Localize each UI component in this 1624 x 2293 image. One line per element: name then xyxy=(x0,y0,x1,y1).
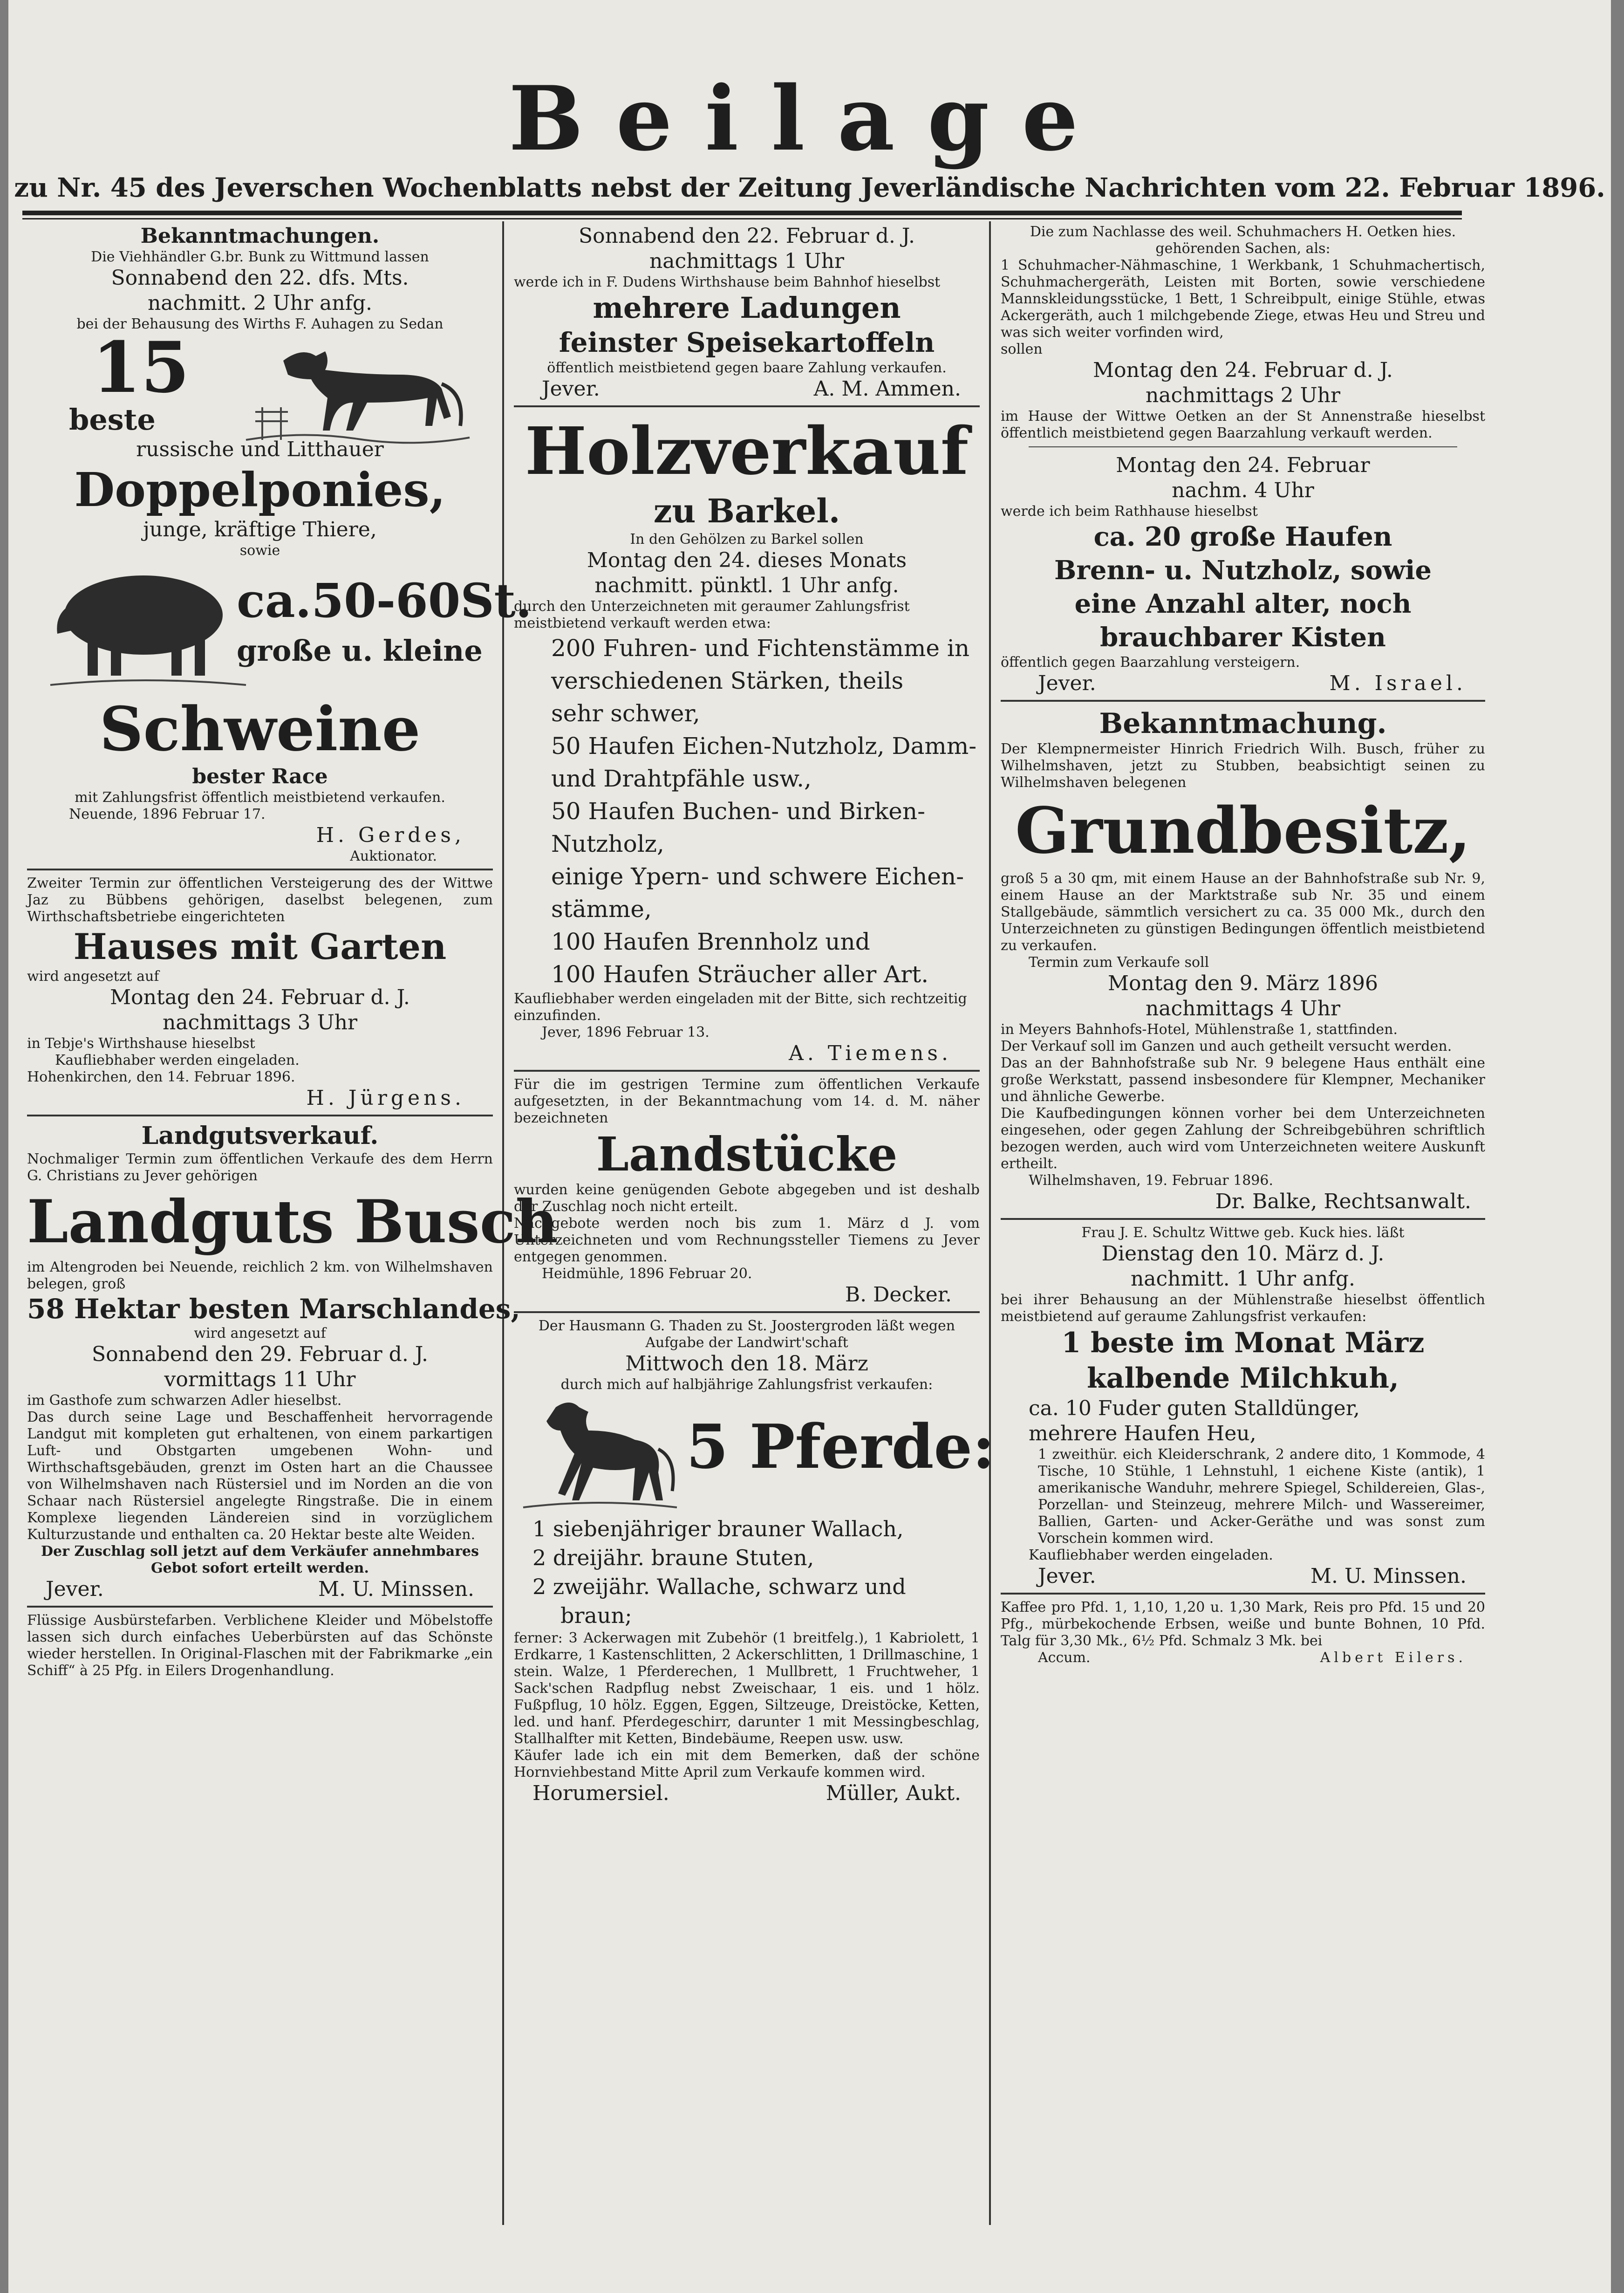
ad-place: im Gasthofe zum schwarzen Adler hieselbst. xyxy=(27,1392,342,1409)
ad-signature: M. U. Minssen. xyxy=(318,1577,474,1601)
ad-oetken xyxy=(1001,224,1485,442)
ad-text: öffentlich gegen Baarzahlung versteigern. xyxy=(1001,654,1300,671)
list-item: einige Ypern- und schwere Eichen- xyxy=(551,863,964,890)
list-item: 100 Haufen Brennholz und xyxy=(551,928,870,955)
ad-text: Flüssige Ausbürstefarben. Verblichene Kleider und Möbelstoffe lassen sich durch einfaches Ueberbürsten auf das Schönste wieder herstellen. In Original-Flaschen mit der Fabrikmarke „ein Schiff“ à 25 Pfg. in Eilers Drogenhandlung. xyxy=(27,1612,493,1679)
ad-item: 1 beste im Monat März xyxy=(1061,1327,1425,1359)
ad-text: Der Verkauf soll im Ganzen und auch getheilt versucht werden. xyxy=(1001,1038,1452,1054)
ad-kartoffeln xyxy=(514,224,980,402)
ponies-title: Doppelponies, xyxy=(74,462,446,517)
ad-kaffee xyxy=(1001,1599,1485,1666)
ad-israel xyxy=(1001,453,1485,696)
ad-title: 5 Pferde: xyxy=(686,1411,995,1482)
ad-title: Holzverkauf xyxy=(525,413,969,490)
ad-separator xyxy=(27,1606,493,1608)
ad-place-date: Heidmühle, 1896 Februar 20. xyxy=(542,1266,752,1282)
list-item: 2 zweijähr. Wallache, schwarz und xyxy=(532,1574,906,1599)
ad-place: in Tebje's Wirthshause hieselbst xyxy=(27,1035,255,1052)
list-item: 50 Haufen Eichen-Nutzholz, Damm- xyxy=(551,732,977,760)
ad-date: Montag den 9. März 1896 xyxy=(1108,972,1378,995)
ad-text: Nachgebote werden noch bis zum 1. März d J. vom Unterzeichneten und vom Rechnungssteller Tiemens zu Jever entgegen genommen. xyxy=(514,1215,980,1265)
ad-subtitle: 58 Hektar besten Marschlandes, xyxy=(27,1293,520,1325)
ad-text: Termin zum Verkaufe soll xyxy=(1029,954,1209,971)
ad-separator xyxy=(27,869,493,870)
ad-text: in Meyers Bahnhofs-Hotel, Mühlenstraße 1, stattfinden. xyxy=(1001,1021,1398,1038)
ad-signature-row xyxy=(27,1577,493,1602)
ad-signature: A. Tiemens. xyxy=(789,1041,952,1065)
ad-signature: Dr. Balke, Rechtsanwalt. xyxy=(1215,1190,1471,1213)
ad-signature: A. M. Ammen. xyxy=(813,377,961,401)
ponies-sowie: sowie xyxy=(239,542,280,559)
ad-text: bei ihrer Behausung an der Mühlenstraße hieselbst öffentlich meistbietend auf geraume Zahlungsfrist verkaufen: xyxy=(1001,1292,1485,1325)
list-item: und Drahtpfähle usw., xyxy=(551,765,812,792)
ad-separator xyxy=(27,1115,493,1116)
masthead-rule-thin xyxy=(22,218,1462,219)
ad-time: nachmittags 2 Uhr xyxy=(1145,383,1341,407)
ad-signature: H. Gerdes, xyxy=(316,823,465,847)
masthead-rule xyxy=(22,211,1462,215)
ad-item: ca. 20 große Haufen xyxy=(1093,521,1392,552)
ad-signature-row xyxy=(514,1781,980,1806)
ad-item: eine Anzahl alter, noch xyxy=(1074,589,1412,619)
ad-time: nachmittags 1 Uhr xyxy=(649,249,845,273)
ad-text: Käufer lade ich ein mit dem Bemerken, daß der schöne Hornviehbestand Mitte April zum Verkaufe kommen wird. xyxy=(514,1747,980,1780)
pigs-title: Schweine xyxy=(99,693,421,765)
ad-date: Montag den 24. Februar xyxy=(1116,453,1370,477)
ad-title: feinster Speisekartoffeln xyxy=(559,327,935,358)
ad-text: ferner: 3 Ackerwagen mit Zubehör (1 breitfelg.), 1 Kabriolett, 1 Erdkarre, 1 Kastenschlitten, 2 Ackerschlitten, 1 Drillmaschine, 1 stein. Walze, 1 Pferderechen, 1 Mullbrett, 1 Fruchtweher, 1 Sack'schen Radpflug nebst Zweischaar, 1 eis. und 1 hölz. Fußpflug, 10 hölz. Eggen, Eggen, Siltzeuge, Dreistöcke, Ketten, led. und hanf. Pferdegeschirr, darunter 1 mit Messingbeschlag, Stallhalfter mit Ketten, Bindebäume, Reepen usw. usw. xyxy=(514,1630,980,1747)
ad-item: mehrere Haufen Heu, xyxy=(1029,1422,1256,1445)
ad-holzverkauf xyxy=(514,412,980,1066)
ad-text: Das an der Bahnhofstraße sub Nr. 9 belegene Haus enthält eine große Werkstatt, passend insbesondere für Klempner, Mechaniker und ähnliche Gewerbe. xyxy=(1001,1055,1485,1105)
ad-place-date: Jever, 1896 Februar 13. xyxy=(542,1024,710,1040)
ad-signature-row xyxy=(1001,671,1485,696)
ad-place-date: Neuende, 1896 Februar 17. xyxy=(69,806,266,822)
ad-place: bei der Behausung des Wirths F. Auhagen zu Sedan xyxy=(76,316,444,332)
ad-date: Montag den 24. dieses Monats xyxy=(587,548,907,572)
ad-text: Für die im gestrigen Termine zum öffentlichen Verkaufe aufgesetzten, in der Bekanntmachung vom 14. d. M. näher bezeichneten xyxy=(514,1076,980,1126)
ad-text: Nochmaliger Termin zum öffentlichen Verkaufe des dem Herrn G. Christians zu Jever gehörigen xyxy=(27,1151,493,1184)
ad-separator xyxy=(514,1311,980,1313)
ad-text: Frau J. E. Schultz Wittwe geb. Kuck hies. läßt xyxy=(1081,1225,1405,1241)
column-3 xyxy=(1001,224,1485,2139)
ad-time: nachmittags 4 Uhr xyxy=(1145,997,1341,1020)
ad-separator xyxy=(1001,1593,1485,1595)
ad-landgut xyxy=(27,1121,559,1602)
ad-date: Montag den 24. Februar d. J. xyxy=(110,986,410,1009)
ad-terms: öffentlich meistbietend gegen baare Zahlung verkaufen. xyxy=(547,360,947,376)
ad-time: nachmittags 3 Uhr xyxy=(162,1011,358,1034)
ad-landstuecke xyxy=(514,1076,980,1307)
ad-text: 1 Schuhmacher-Nähmaschine, 1 Werkbank, 1 Schuhmachertisch, Schuhmachergeräth, Leisten mit Borten, sowie verschiedene Mannskleidungsstücke, 1 Bett, 1 Schreibpult, einige Stühle, etwas Ackergeräth, auch 1 milchgebende Ziege, etwas Heu und Streu und was sich weiter vorfinden wird, xyxy=(1001,257,1485,341)
masthead-subtitle: zu Nr. 45 des Jeverschen Wochenblatts nebst der Zeitung Jeverländische Nachrichten vom 22. Februar 1896. xyxy=(14,172,1605,203)
ad-item: kalbende Milchkuh, xyxy=(1087,1362,1399,1395)
ad-signature: M. U. Minssen. xyxy=(1310,1564,1467,1588)
ad-item: ca. 10 Fuder guten Stalldünger, xyxy=(1029,1396,1360,1420)
ad-separator xyxy=(1029,446,1457,447)
pigs-header xyxy=(27,559,532,694)
ad-text: werde ich in F. Dudens Wirthshause beim Bahnhof hieselbst xyxy=(514,274,941,290)
ad-grundbesitz xyxy=(1001,706,1485,1214)
ad-time: vormittags 11 Uhr xyxy=(164,1368,356,1391)
ad-text: Zweiter Termin zur öffentlichen Versteigerung des der Wittwe Jaz zu Bübbens gehörigen, daselbst belegenen, zum Wirthschaftsbetriebe eingerichteten xyxy=(27,875,493,925)
list-item: braun; xyxy=(560,1603,632,1628)
pig-count: ca.50-60St. xyxy=(237,573,532,628)
ponies-breed: russische und Litthauer xyxy=(136,438,384,461)
list-item: stämme, xyxy=(551,896,652,923)
ad-item: brauchbarer Kisten xyxy=(1100,622,1386,653)
horse-illustration-icon xyxy=(523,1393,677,1514)
ad-text: Das durch seine Lage und Beschaffenheit hervorragende Landgut mit kompleten gut erhaltenen, von einem parkartigen Luft- und Obstgarten umgebenen Wohn- und Wirthschaftsgebäuden, grenzt im Osten hart an die Chaussee von Wilhelmshaven nach Rüstersiel und im Norden an die von Schaar nach Rüstersiel angelegte Ringstraße. Die in einem Komplexe liegenden Ländereien sind in vorzüglichem Kulturzustande und enthalten ca. 20 Hektar beste alte Weiden. xyxy=(27,1409,493,1543)
ad-text: wird angesetzt auf xyxy=(194,1325,326,1342)
pferde-items xyxy=(514,1514,980,1630)
ad-signature-row xyxy=(1001,1650,1485,1666)
list-item: 1 siebenjähriger brauner Wallach, xyxy=(532,1516,904,1541)
ad-title: mehrere Ladungen xyxy=(593,291,901,325)
ad-title: Landstücke xyxy=(596,1127,898,1182)
ad-text: im Hause der Wittwe Oetken an der St Annenstraße hieselbst öffentlich meistbietend gegen Baarzahlung verkauft werden. xyxy=(1001,408,1485,441)
ad-separator xyxy=(1001,1218,1485,1220)
ad-place-left: Horumersiel. xyxy=(532,1781,669,1805)
ad-text: durch mich auf halbjährige Zahlungsfrist verkaufen: xyxy=(560,1376,933,1393)
ad-text: Die Kaufbedingungen können vorher bei dem Unterzeichneten eingesehen, oder gegen Zahlung der Schreibgebühren schriftlich bezogen werden, auch wird vom Unterzeichneten weitere Auskunft ertheilt. xyxy=(1001,1105,1485,1172)
ad-place-left: Jever. xyxy=(1038,1564,1096,1588)
ad-title: Grundbesitz, xyxy=(1015,794,1471,868)
column-2 xyxy=(514,224,995,2190)
ad-signature: H. Jürgens. xyxy=(306,1086,465,1110)
horse-illustration-icon xyxy=(246,333,470,449)
ad-date: Sonnabend den 22. Februar d. J. xyxy=(578,224,915,248)
ad-text: sollen xyxy=(1001,341,1043,357)
newspaper-page xyxy=(8,0,1611,2293)
ad-pferde xyxy=(514,1318,995,1806)
list-item: 100 Haufen Sträucher aller Art. xyxy=(551,961,929,988)
holz-items xyxy=(514,632,980,991)
ponies-beste: beste xyxy=(69,403,156,437)
ad-text: Die Viehhändler G.br. Bunk zu Wittmund lassen xyxy=(91,249,429,265)
ad-signature: Albert Eilers. xyxy=(1320,1650,1467,1666)
ad-date: Montag den 24. Februar d. J. xyxy=(1093,358,1393,382)
pig-desc: große u. kleine xyxy=(237,634,483,668)
list-item: Nutzholz, xyxy=(551,830,664,857)
list-item: 2 dreijähr. braune Stuten, xyxy=(532,1545,814,1570)
ad-place-date: Hohenkirchen, den 14. Februar 1896. xyxy=(27,1069,295,1085)
pony-count: 15 xyxy=(92,327,190,409)
ad-place-left: Jever. xyxy=(542,377,600,401)
ad-text: 1 zweithür. eich Kleiderschrank, 2 andere dito, 1 Kommode, 4 Tische, 10 Stühle, 1 Lehnstuhl, 1 eichene Kiste (antik), 1 amerikanische Wanduhr, mehrere Spiegel, Schildereien, Glas-, Porzellan- und Steinzeug, mehrere Milch- und Wassereimer, Ballien, Garten- und Acker-Geräthe und was sonst zum Vorschein kommen wird. xyxy=(1038,1446,1485,1547)
ad-separator xyxy=(1001,700,1485,702)
ponies-young: junge, kräftige Thiere, xyxy=(143,518,377,541)
ad-title: Hauses mit Garten xyxy=(73,926,447,967)
ad-signature: Müller, Aukt. xyxy=(826,1781,961,1805)
ad-signature-row xyxy=(514,376,980,402)
ad-ponies xyxy=(27,224,532,865)
ad-signature: M. Israel. xyxy=(1329,671,1467,695)
ad-text: wurden keine genügenden Gebote abgegeben und ist deshalb der Zuschlag noch nicht erteilt. xyxy=(514,1182,980,1215)
ad-time: nachmitt. pünktl. 1 Uhr anfg. xyxy=(594,574,899,597)
ad-separator xyxy=(514,1070,980,1072)
ad-item: Brenn- u. Nutzholz, sowie xyxy=(1054,555,1432,586)
ad-text: Der Klempnermeister Hinrich Friedrich Wilh. Busch, früher zu Wilhelmshaven, jetzt zu Stubben, beabsichtigt seinen zu Wilhelmshaven belegenen xyxy=(1001,741,1485,791)
ad-time: nachmitt. 2 Uhr anfg. xyxy=(147,291,373,315)
pferde-header xyxy=(514,1393,995,1514)
ad-text: In den Gehölzen zu Barkel sollen xyxy=(630,531,864,548)
ad-text: Die zum Nachlasse des weil. Schuhmachers H. Oetken hies. gehörenden Sachen, als: xyxy=(1030,224,1456,257)
ad-place-left: Jever. xyxy=(1038,671,1096,695)
ad-heading: Bekanntmachungen. xyxy=(140,224,380,248)
ad-heading: Bekanntmachung. xyxy=(1099,707,1387,740)
masthead xyxy=(8,67,1611,204)
pig-illustration-icon xyxy=(50,559,246,694)
ad-hauses xyxy=(27,875,493,1111)
ad-place-left: Jever. xyxy=(46,1577,104,1601)
list-item: 200 Fuhren- und Fichtenstämme in xyxy=(551,635,970,662)
ad-separator xyxy=(514,405,980,407)
ad-text: durch den Unterzeichneten mit geraumer Zahlungsfrist meistbietend verkauft werden etwa: xyxy=(514,598,910,631)
ponies-header xyxy=(27,327,493,409)
ad-signature: B. Decker. xyxy=(845,1283,952,1307)
ad-text: Kaffee pro Pfd. 1, 1,10, 1,20 u. 1,30 Mark, Reis pro Pfd. 15 und 20 Pfg., mürbekochende Erbsen, weiße und bunte Bohnen, 10 Pfd. Talg für 3,30 Mk., 6½ Pfd. Schmalz 3 Mk. bei xyxy=(1001,1599,1485,1649)
masthead-title: Beilage xyxy=(508,67,1111,171)
list-item: verschiedenen Stärken, theils xyxy=(551,667,904,694)
column-divider-2 xyxy=(989,221,991,2225)
ad-time: nachm. 4 Uhr xyxy=(1172,479,1314,502)
list-item: 50 Haufen Buchen- und Birken- xyxy=(551,798,925,825)
ad-invite: Kaufliebhaber werden eingeladen. xyxy=(55,1052,300,1068)
ad-signature-row xyxy=(1001,1564,1485,1589)
ad-text: im Altengroden bei Neuende, reichlich 2 km. von Wilhelmshaven belegen, groß xyxy=(27,1259,493,1292)
ad-invite: Kaufliebhaber werden eingeladen. xyxy=(1029,1547,1273,1563)
ad-place-date: Wilhelmshaven, 19. Februar 1896. xyxy=(1029,1172,1273,1189)
ad-terms: mit Zahlungsfrist öffentlich meistbietend verkaufen. xyxy=(75,789,445,806)
ad-text: werde ich beim Rathhause hieselbst xyxy=(1001,503,1258,520)
ad-heading: Landgutsverkauf. xyxy=(141,1122,379,1150)
column-1 xyxy=(27,224,559,2223)
ad-text: groß 5 a 30 qm, mit einem Hause an der Bahnhofstraße sub Nr. 9, einem Hause an der Marktstraße sub Nr. 35 und einem Stallgebäude, sämmtlich versichert zu ca. 35 000 Mk., durch den Unterzeichneten zu günstigen Bedingungen öffentlich meistbietend zu verkaufen. xyxy=(1001,870,1485,954)
ad-text: Der Hausmann G. Thaden zu St. Joostergroden läßt wegen Aufgabe der Landwirt'schaft xyxy=(538,1318,955,1351)
ad-invite: Kaufliebhaber werden eingeladen mit der Bitte, sich rechtzeitig einzufinden. xyxy=(514,991,967,1024)
ad-notice: Der Zuschlag soll jetzt auf dem Verkäufer annehmbares Gebot sofort erteilt werden. xyxy=(41,1543,479,1576)
ad-eilers xyxy=(27,1612,493,1679)
ad-date: Sonnabend den 29. Februar d. J. xyxy=(91,1342,429,1366)
ad-date: Sonnabend den 22. dfs. Mts. xyxy=(111,266,409,290)
ad-place-left: Accum. xyxy=(1038,1650,1091,1666)
ad-subtitle: zu Barkel. xyxy=(653,492,840,530)
ad-title: Landguts Busch xyxy=(27,1187,559,1256)
ad-date: Mittwoch den 18. März xyxy=(625,1352,868,1376)
ad-date: Dienstag den 10. März d. J. xyxy=(1101,1242,1385,1266)
ad-time: nachmitt. 1 Uhr anfg. xyxy=(1130,1267,1356,1291)
ad-text: wird angesetzt auf xyxy=(27,968,159,985)
pigs-race: bester Race xyxy=(192,765,328,788)
ad-role: Auktionator. xyxy=(350,848,437,864)
ad-schulz xyxy=(1001,1225,1485,1589)
list-item: sehr schwer, xyxy=(551,700,700,727)
